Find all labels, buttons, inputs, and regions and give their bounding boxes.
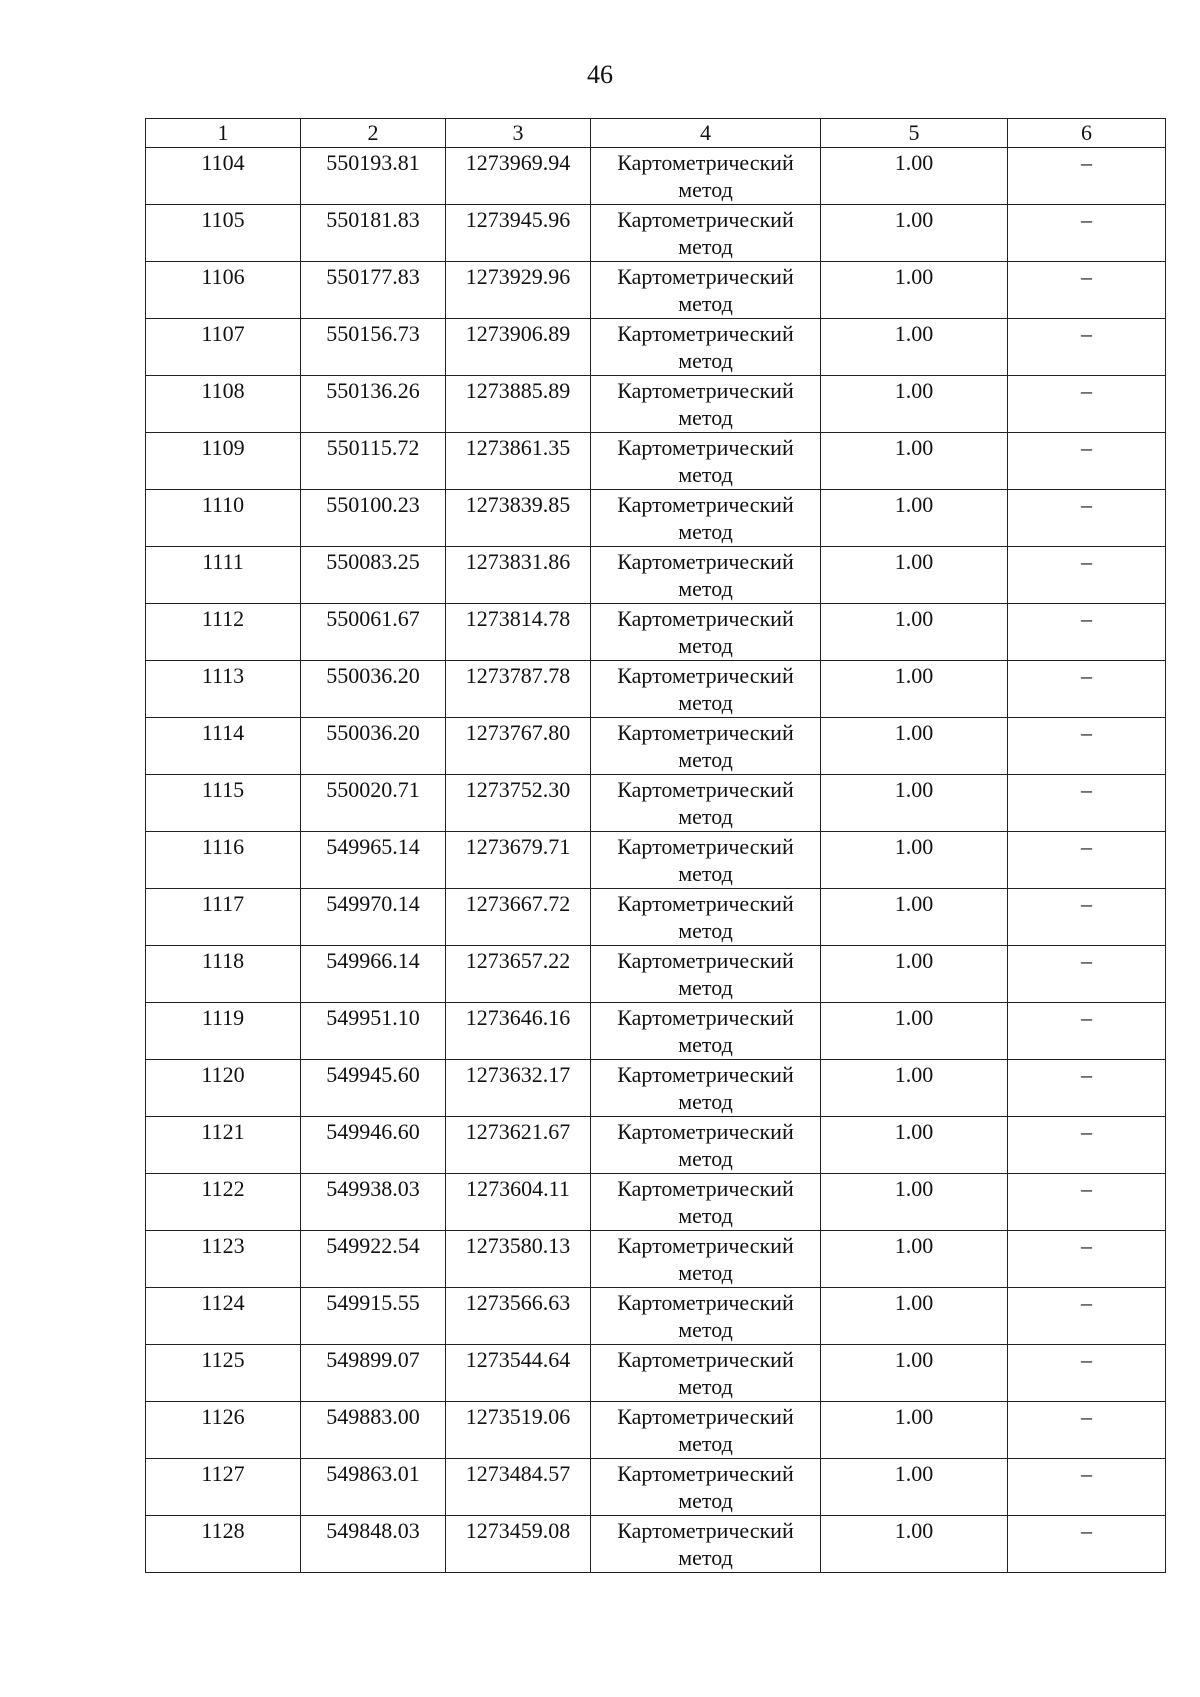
table-row: [146, 1459, 1166, 1516]
point-number-cell: 1123: [146, 1231, 301, 1288]
accuracy-cell: 1.00: [821, 1345, 1008, 1402]
accuracy-cell: 1.00: [821, 262, 1008, 319]
note-cell: –: [1008, 1516, 1166, 1573]
point-number-cell: 1109: [146, 433, 301, 490]
table-row: [146, 775, 1166, 832]
note-cell: –: [1008, 604, 1166, 661]
method-line2: метод: [678, 861, 733, 886]
note-cell: –: [1008, 490, 1166, 547]
point-number-cell: 1125: [146, 1345, 301, 1402]
method-line2: метод: [678, 1146, 733, 1171]
note-cell: –: [1008, 205, 1166, 262]
y-coordinate-cell: 1273604.11: [446, 1174, 591, 1231]
y-coordinate-cell: 1273752.30: [446, 775, 591, 832]
table-row: [146, 1174, 1166, 1231]
table-row: [146, 319, 1166, 376]
method-line1: Картометрический: [617, 1233, 794, 1258]
method-cell: [591, 319, 821, 376]
x-coordinate-cell: 549966.14: [301, 946, 446, 1003]
point-number-cell: 1119: [146, 1003, 301, 1060]
x-coordinate-cell: 550193.81: [301, 148, 446, 205]
note-cell: –: [1008, 718, 1166, 775]
note-cell: –: [1008, 319, 1166, 376]
note-cell: –: [1008, 661, 1166, 718]
accuracy-cell: 1.00: [821, 1060, 1008, 1117]
x-coordinate-cell: 549922.54: [301, 1231, 446, 1288]
point-number-cell: 1116: [146, 832, 301, 889]
method-line1: Картометрический: [617, 1404, 794, 1429]
method-line1: Картометрический: [617, 1518, 794, 1543]
y-coordinate-cell: 1273814.78: [446, 604, 591, 661]
method-cell: [591, 604, 821, 661]
method-line2: метод: [678, 804, 733, 829]
method-line1: Картометрический: [617, 321, 794, 346]
method-line2: метод: [678, 519, 733, 544]
accuracy-cell: 1.00: [821, 1231, 1008, 1288]
x-coordinate-cell: 550156.73: [301, 319, 446, 376]
note-cell: –: [1008, 889, 1166, 946]
note-cell: –: [1008, 775, 1166, 832]
method-cell: [591, 262, 821, 319]
x-coordinate-cell: 549946.60: [301, 1117, 446, 1174]
method-line1: Картометрический: [617, 207, 794, 232]
method-line1: Картометрический: [617, 435, 794, 460]
method-line1: Картометрический: [617, 1062, 794, 1087]
point-number-cell: 1124: [146, 1288, 301, 1345]
method-cell: [591, 205, 821, 262]
point-number-cell: 1121: [146, 1117, 301, 1174]
method-line2: метод: [678, 1488, 733, 1513]
method-line1: Картометрический: [617, 720, 794, 745]
table-row: [146, 490, 1166, 547]
method-line1: Картометрический: [617, 1290, 794, 1315]
x-coordinate-cell: 550115.72: [301, 433, 446, 490]
y-coordinate-cell: 1273459.08: [446, 1516, 591, 1573]
x-coordinate-cell: 549945.60: [301, 1060, 446, 1117]
method-line2: метод: [678, 1317, 733, 1342]
point-number-cell: 1107: [146, 319, 301, 376]
method-line2: метод: [678, 1032, 733, 1057]
header-row: [146, 119, 1166, 148]
method-cell: [591, 1459, 821, 1516]
method-line1: Картометрический: [617, 1347, 794, 1372]
column-header: 3: [446, 119, 591, 148]
y-coordinate-cell: 1273945.96: [446, 205, 591, 262]
method-line2: метод: [678, 177, 733, 202]
method-cell: [591, 832, 821, 889]
table-row: [146, 661, 1166, 718]
column-header: 5: [821, 119, 1008, 148]
method-line2: метод: [678, 633, 733, 658]
table-row: [146, 1117, 1166, 1174]
table-row: [146, 433, 1166, 490]
method-cell: [591, 1060, 821, 1117]
method-line2: метод: [678, 690, 733, 715]
point-number-cell: 1126: [146, 1402, 301, 1459]
note-cell: –: [1008, 1345, 1166, 1402]
x-coordinate-cell: 549965.14: [301, 832, 446, 889]
method-line2: метод: [678, 576, 733, 601]
note-cell: –: [1008, 148, 1166, 205]
y-coordinate-cell: 1273544.64: [446, 1345, 591, 1402]
y-coordinate-cell: 1273632.17: [446, 1060, 591, 1117]
note-cell: –: [1008, 1117, 1166, 1174]
method-line2: метод: [678, 1260, 733, 1285]
point-number-cell: 1115: [146, 775, 301, 832]
method-line1: Картометрический: [617, 777, 794, 802]
y-coordinate-cell: 1273519.06: [446, 1402, 591, 1459]
accuracy-cell: 1.00: [821, 376, 1008, 433]
point-number-cell: 1122: [146, 1174, 301, 1231]
table-row: [146, 604, 1166, 661]
table-row: [146, 547, 1166, 604]
point-number-cell: 1108: [146, 376, 301, 433]
method-cell: [591, 376, 821, 433]
x-coordinate-cell: 549899.07: [301, 1345, 446, 1402]
y-coordinate-cell: 1273885.89: [446, 376, 591, 433]
column-header: 1: [146, 119, 301, 148]
note-cell: –: [1008, 1003, 1166, 1060]
accuracy-cell: 1.00: [821, 1402, 1008, 1459]
method-line2: метод: [678, 975, 733, 1000]
accuracy-cell: 1.00: [821, 718, 1008, 775]
note-cell: –: [1008, 1288, 1166, 1345]
x-coordinate-cell: 550181.83: [301, 205, 446, 262]
page-number: 46: [587, 60, 613, 89]
method-line2: метод: [678, 1431, 733, 1456]
accuracy-cell: 1.00: [821, 319, 1008, 376]
method-cell: [591, 1345, 821, 1402]
y-coordinate-cell: 1273484.57: [446, 1459, 591, 1516]
y-coordinate-cell: 1273646.16: [446, 1003, 591, 1060]
x-coordinate-cell: 550036.20: [301, 718, 446, 775]
method-cell: [591, 1288, 821, 1345]
y-coordinate-cell: 1273621.67: [446, 1117, 591, 1174]
method-line1: Картометрический: [617, 264, 794, 289]
table-row: [146, 1516, 1166, 1573]
method-line1: Картометрический: [617, 1461, 794, 1486]
table-header: [146, 119, 1166, 148]
point-number-cell: 1120: [146, 1060, 301, 1117]
y-coordinate-cell: 1273839.85: [446, 490, 591, 547]
accuracy-cell: 1.00: [821, 1459, 1008, 1516]
method-line1: Картометрический: [617, 549, 794, 574]
note-cell: –: [1008, 946, 1166, 1003]
point-number-cell: 1128: [146, 1516, 301, 1573]
accuracy-cell: 1.00: [821, 1516, 1008, 1573]
accuracy-cell: 1.00: [821, 547, 1008, 604]
table-row: [146, 262, 1166, 319]
method-line2: метод: [678, 1545, 733, 1570]
x-coordinate-cell: 549951.10: [301, 1003, 446, 1060]
y-coordinate-cell: 1273580.13: [446, 1231, 591, 1288]
method-line1: Картометрический: [617, 948, 794, 973]
y-coordinate-cell: 1273767.80: [446, 718, 591, 775]
accuracy-cell: 1.00: [821, 1288, 1008, 1345]
y-coordinate-cell: 1273679.71: [446, 832, 591, 889]
table-row: [146, 718, 1166, 775]
method-cell: [591, 547, 821, 604]
y-coordinate-cell: 1273861.35: [446, 433, 591, 490]
method-line1: Картометрический: [617, 150, 794, 175]
method-cell: [591, 661, 821, 718]
note-cell: –: [1008, 1459, 1166, 1516]
point-number-cell: 1105: [146, 205, 301, 262]
accuracy-cell: 1.00: [821, 148, 1008, 205]
y-coordinate-cell: 1273667.72: [446, 889, 591, 946]
y-coordinate-cell: 1273906.89: [446, 319, 591, 376]
method-cell: [591, 1402, 821, 1459]
note-cell: –: [1008, 1174, 1166, 1231]
method-line2: метод: [678, 1203, 733, 1228]
method-cell: [591, 490, 821, 547]
y-coordinate-cell: 1273929.96: [446, 262, 591, 319]
x-coordinate-cell: 550136.26: [301, 376, 446, 433]
coordinates-table: [145, 118, 1166, 1573]
method-line2: метод: [678, 462, 733, 487]
note-cell: –: [1008, 1402, 1166, 1459]
note-cell: –: [1008, 547, 1166, 604]
y-coordinate-cell: 1273566.63: [446, 1288, 591, 1345]
table-row: [146, 1402, 1166, 1459]
table-row: [146, 1003, 1166, 1060]
point-number-cell: 1114: [146, 718, 301, 775]
method-line2: метод: [678, 348, 733, 373]
x-coordinate-cell: 549938.03: [301, 1174, 446, 1231]
point-number-cell: 1111: [146, 547, 301, 604]
column-header: 4: [591, 119, 821, 148]
table-row: [146, 148, 1166, 205]
x-coordinate-cell: 550020.71: [301, 775, 446, 832]
x-coordinate-cell: 549863.01: [301, 1459, 446, 1516]
method-cell: [591, 1174, 821, 1231]
method-cell: [591, 1231, 821, 1288]
method-cell: [591, 433, 821, 490]
method-cell: [591, 1117, 821, 1174]
note-cell: –: [1008, 832, 1166, 889]
table-row: [146, 889, 1166, 946]
x-coordinate-cell: 550061.67: [301, 604, 446, 661]
method-line1: Картометрический: [617, 834, 794, 859]
point-number-cell: 1104: [146, 148, 301, 205]
accuracy-cell: 1.00: [821, 889, 1008, 946]
method-line1: Картометрический: [617, 663, 794, 688]
table-row: [146, 1288, 1166, 1345]
point-number-cell: 1127: [146, 1459, 301, 1516]
note-cell: –: [1008, 376, 1166, 433]
x-coordinate-cell: 550036.20: [301, 661, 446, 718]
method-cell: [591, 718, 821, 775]
x-coordinate-cell: 550083.25: [301, 547, 446, 604]
column-header: 6: [1008, 119, 1166, 148]
x-coordinate-cell: 549915.55: [301, 1288, 446, 1345]
x-coordinate-cell: 549883.00: [301, 1402, 446, 1459]
method-line2: метод: [678, 1374, 733, 1399]
point-number-cell: 1118: [146, 946, 301, 1003]
method-cell: [591, 1516, 821, 1573]
y-coordinate-cell: 1273657.22: [446, 946, 591, 1003]
y-coordinate-cell: 1273969.94: [446, 148, 591, 205]
x-coordinate-cell: 550100.23: [301, 490, 446, 547]
method-cell: [591, 1003, 821, 1060]
table-row: [146, 376, 1166, 433]
table-row: [146, 1345, 1166, 1402]
y-coordinate-cell: 1273787.78: [446, 661, 591, 718]
accuracy-cell: 1.00: [821, 775, 1008, 832]
method-line1: Картометрический: [617, 492, 794, 517]
column-header: 2: [301, 119, 446, 148]
accuracy-cell: 1.00: [821, 1117, 1008, 1174]
accuracy-cell: 1.00: [821, 1003, 1008, 1060]
table-row: [146, 1060, 1166, 1117]
accuracy-cell: 1.00: [821, 490, 1008, 547]
method-cell: [591, 889, 821, 946]
point-number-cell: 1117: [146, 889, 301, 946]
method-line1: Картометрический: [617, 1005, 794, 1030]
note-cell: –: [1008, 1060, 1166, 1117]
table-row: [146, 205, 1166, 262]
method-line2: метод: [678, 918, 733, 943]
accuracy-cell: 1.00: [821, 433, 1008, 490]
accuracy-cell: 1.00: [821, 661, 1008, 718]
x-coordinate-cell: 549970.14: [301, 889, 446, 946]
method-line1: Картометрический: [617, 891, 794, 916]
x-coordinate-cell: 549848.03: [301, 1516, 446, 1573]
method-line2: метод: [678, 234, 733, 259]
note-cell: –: [1008, 433, 1166, 490]
accuracy-cell: 1.00: [821, 205, 1008, 262]
table-row: [146, 946, 1166, 1003]
table-row: [146, 1231, 1166, 1288]
point-number-cell: 1113: [146, 661, 301, 718]
point-number-cell: 1106: [146, 262, 301, 319]
accuracy-cell: 1.00: [821, 1174, 1008, 1231]
point-number-cell: 1112: [146, 604, 301, 661]
method-line2: метод: [678, 1089, 733, 1114]
method-line2: метод: [678, 747, 733, 772]
method-cell: [591, 946, 821, 1003]
table-body: [146, 148, 1166, 1573]
method-line1: Картометрический: [617, 1119, 794, 1144]
note-cell: –: [1008, 262, 1166, 319]
method-line2: метод: [678, 405, 733, 430]
method-line1: Картометрический: [617, 378, 794, 403]
method-line1: Картометрический: [617, 606, 794, 631]
table-row: [146, 832, 1166, 889]
accuracy-cell: 1.00: [821, 946, 1008, 1003]
method-line2: метод: [678, 291, 733, 316]
note-cell: –: [1008, 1231, 1166, 1288]
x-coordinate-cell: 550177.83: [301, 262, 446, 319]
method-cell: [591, 775, 821, 832]
method-line1: Картометрический: [617, 1176, 794, 1201]
point-number-cell: 1110: [146, 490, 301, 547]
accuracy-cell: 1.00: [821, 604, 1008, 661]
accuracy-cell: 1.00: [821, 832, 1008, 889]
method-cell: [591, 148, 821, 205]
y-coordinate-cell: 1273831.86: [446, 547, 591, 604]
